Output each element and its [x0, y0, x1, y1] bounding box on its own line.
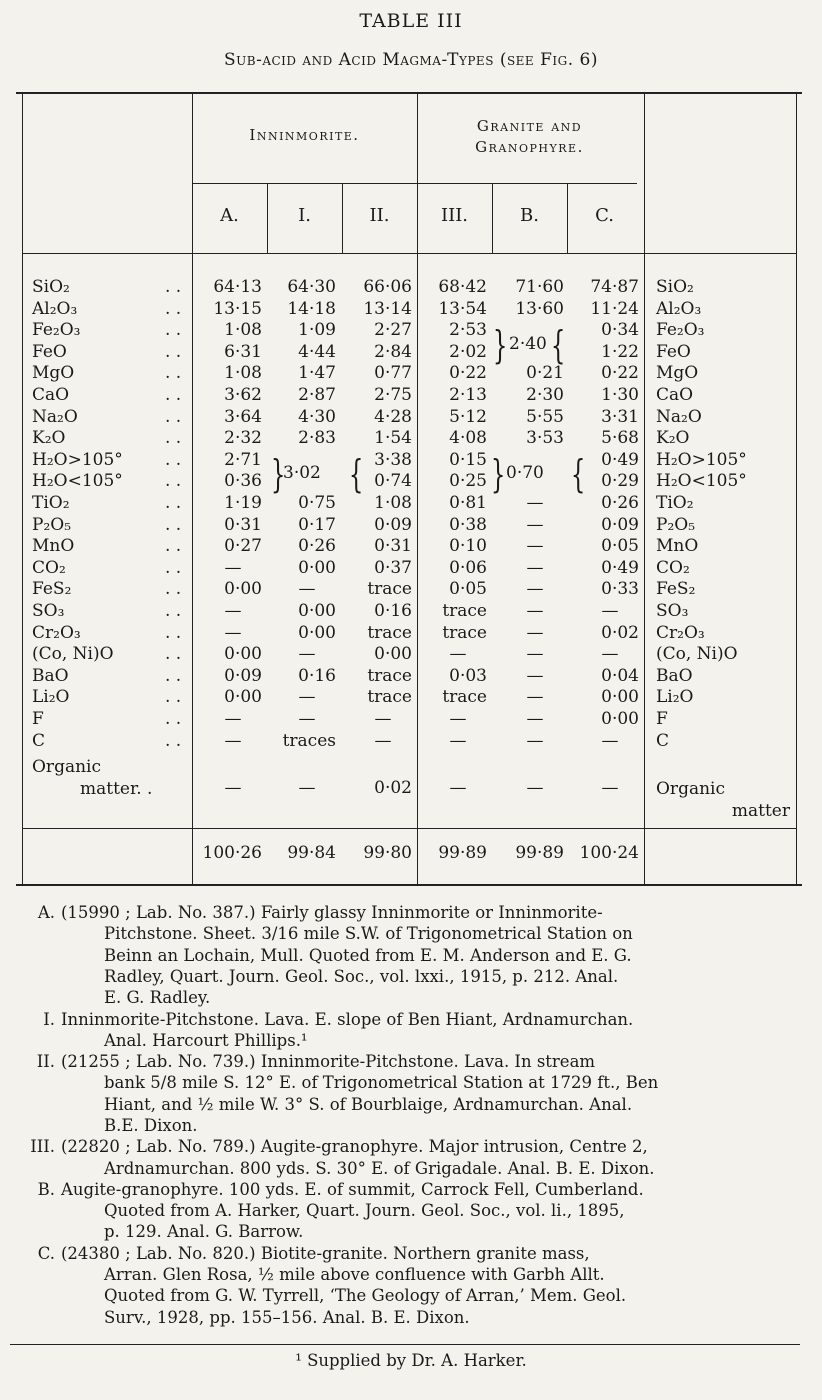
row-label	[32, 493, 182, 515]
table-cell: 1·09	[298, 320, 336, 341]
table-cell: —	[224, 730, 242, 751]
row-label-text: BaO	[32, 665, 69, 686]
leader-dots: . .	[165, 644, 182, 665]
footnote: ¹ Supplied by Dr. A. Harker.	[295, 1351, 527, 1370]
table-cell: 1·08	[224, 363, 262, 384]
row-label	[32, 320, 182, 342]
table-cell: 2·02	[449, 341, 487, 362]
brace-right: }	[492, 323, 508, 367]
row-label-text: K₂O	[32, 428, 66, 449]
column-header-a: A.	[220, 205, 239, 226]
row-label-right: F	[656, 709, 668, 729]
leader-dots: . .	[165, 622, 182, 643]
table-cell: trace	[442, 601, 487, 621]
leader-dots: . .	[165, 298, 182, 319]
row-label-text: (Co, Ni)O	[32, 644, 114, 665]
table-cell: 1·22	[601, 341, 639, 362]
leader-dots: . .	[165, 385, 182, 405]
sample-note-line: Ardnamurchan. 800 yds. S. 30° E. of Grigadale. Anal. B. E. Dixon.	[104, 1158, 655, 1178]
table-cell: 2·53	[449, 320, 487, 341]
leader-dots: . .	[165, 687, 182, 708]
row-label	[32, 299, 182, 321]
row-label-text: H₂O>105°	[32, 449, 123, 470]
table-cell: —	[374, 709, 392, 729]
row-label	[32, 471, 182, 493]
table-cell: —	[224, 557, 242, 578]
table-cell: —	[526, 493, 544, 513]
table-cell: —	[601, 601, 619, 621]
leader-dots: . .	[165, 320, 182, 341]
table-cell: 0·00	[224, 644, 262, 665]
table-cell: 0·22	[601, 363, 639, 384]
table-cell: 0·34	[601, 320, 639, 341]
table-cell: 0·17	[298, 514, 336, 535]
table-cell: 0·38	[449, 514, 487, 535]
table-cell: 1·30	[601, 385, 639, 405]
sample-note-line: Arran. Glen Rosa, ½ mile above confluence with Garbh Allt.	[104, 1265, 605, 1285]
column-header-iii: III.	[440, 205, 469, 226]
leader-dots: . .	[165, 536, 182, 557]
table-cell: —	[374, 730, 392, 751]
table-cell: 13·14	[363, 298, 412, 319]
merged-value-b-water: 0·70	[506, 463, 544, 483]
row-label	[32, 450, 182, 472]
row-label-right: FeO	[656, 341, 691, 362]
row-label-right: H₂O>105°	[656, 449, 747, 470]
table-cell: 0·00	[298, 622, 336, 643]
table-cell: —	[526, 730, 544, 751]
sample-note-line: p. 129. Anal. G. Barrow.	[104, 1222, 304, 1242]
table-cell: 3·38	[374, 449, 412, 470]
row-label-text: Cr₂O₃	[32, 622, 81, 643]
row-label-right: Na₂O	[656, 406, 702, 427]
table-cell: 0·16	[374, 601, 412, 621]
row-label	[32, 601, 182, 623]
table-cell: 0·05	[449, 579, 487, 600]
row-label-organic-right-line2: matter	[731, 801, 790, 821]
sample-note-line: E. G. Radley.	[104, 988, 211, 1008]
total-cell: 99·89	[515, 843, 564, 863]
table-cell: 0·09	[374, 514, 412, 535]
row-label-organic-right-line1: Organic	[656, 779, 725, 799]
sample-note-line: Inninmorite-Pitchstone. Lava. E. slope of Ben Hiant, Ardnamurchan.	[61, 1009, 634, 1029]
table-cell: 0·74	[374, 471, 412, 492]
sample-note-key: III.	[30, 1137, 55, 1157]
leader-dots: . .	[165, 277, 182, 297]
row-label-right: MgO	[656, 363, 699, 384]
row-label-right: K₂O	[656, 428, 690, 449]
group-header-granite-line1: Granite and	[476, 117, 583, 135]
total-cell: 99·84	[287, 843, 336, 863]
row-label-right: SiO₂	[656, 277, 694, 297]
leader-dots: . .	[165, 601, 182, 621]
table-cell: 3·62	[224, 385, 262, 405]
sample-note-line: Radley, Quart. Journ. Geol. Soc., vol. lxxi., 1915, p. 212. Anal.	[104, 966, 619, 986]
table-cell: —	[449, 644, 467, 665]
row-label-text: FeS₂	[32, 579, 72, 600]
row-label-right: P₂O₅	[656, 514, 696, 535]
table-cell: trace	[367, 622, 412, 643]
leader-dots: . .	[165, 363, 182, 384]
table-cell: —	[526, 644, 544, 665]
table-cell: 2·75	[374, 385, 412, 405]
row-label-right: (Co, Ni)O	[656, 644, 738, 665]
total-cell: 99·80	[363, 843, 412, 863]
row-label	[32, 666, 182, 688]
row-label-text: SO₃	[32, 601, 65, 621]
table-cell: 13·15	[213, 298, 262, 319]
row-label	[32, 515, 182, 537]
group-header-rule	[192, 183, 417, 184]
row-label	[32, 277, 182, 299]
table-cell: trace	[367, 687, 412, 708]
sample-note-key: B.	[37, 1179, 55, 1199]
table-cell: —	[601, 778, 619, 798]
brace-left: {	[550, 323, 566, 367]
row-label	[32, 558, 182, 580]
sample-note-key: II.	[36, 1052, 55, 1072]
row-label-right: C	[656, 730, 670, 751]
table-cell: —	[526, 579, 544, 600]
row-label-right: MnO	[656, 536, 699, 557]
sample-note-line: Beinn an Lochain, Mull. Quoted from E. M. Anderson and E. G.	[104, 945, 632, 965]
table-cell: 1·19	[224, 493, 262, 513]
sample-note-key: A.	[37, 903, 55, 922]
leader-dots: . .	[165, 471, 182, 492]
row-label	[32, 342, 182, 364]
table-cell: 2·27	[374, 320, 412, 341]
total-cell: 100·26	[202, 843, 262, 863]
table-cell: 0·27	[224, 536, 262, 557]
table-cell: 2·71	[224, 449, 262, 470]
table-cell: 2·30	[526, 385, 564, 405]
table-cell: 0·81	[449, 493, 487, 513]
table-cell: —	[449, 709, 467, 729]
table-subtitle: Sub-acid and Acid Magma-Types (see Fig. 6)	[224, 50, 598, 70]
table-cell: trace	[367, 579, 412, 600]
row-label-right: Al₂O₃	[656, 298, 702, 319]
table-cell: 0·26	[601, 493, 639, 513]
table-cell: 2·83	[298, 428, 336, 449]
leader-dots: . .	[165, 514, 182, 535]
table-cell: —	[298, 644, 316, 665]
merged-value-b-iron: 2·40	[509, 334, 547, 354]
row-label-text: MnO	[32, 536, 75, 557]
row-label-right: Li₂O	[656, 687, 694, 708]
row-label-right: TiO₂	[656, 493, 694, 513]
total-cell: 100·24	[579, 843, 639, 863]
row-label-right: CaO	[656, 385, 694, 405]
brace-left: {	[570, 452, 586, 496]
row-label-text: C	[32, 730, 46, 751]
sample-note-line: Anal. Harcourt Phillips.¹	[104, 1030, 308, 1050]
table-cell: trace	[442, 687, 487, 708]
table-cell: 0·03	[449, 665, 487, 686]
row-label-text: Li₂O	[32, 687, 70, 708]
table-cell: 0·02	[601, 622, 639, 643]
row-label-organic-line2: matter. .	[80, 779, 153, 799]
row-label-text: SiO₂	[32, 277, 70, 297]
sample-note-line: (22820 ; Lab. No. 789.) Augite-granophyre. Major intrusion, Centre 2,	[61, 1137, 648, 1157]
column-divider	[796, 94, 797, 884]
table-cell: —	[526, 622, 544, 643]
table-cell: 0·77	[374, 363, 412, 384]
table-cell: 0·00	[601, 709, 639, 729]
table-cell: traces	[282, 730, 336, 751]
table-cell: 4·30	[298, 406, 336, 427]
table-cell: 66·06	[363, 277, 412, 297]
brace-right: }	[270, 452, 286, 496]
table-cell: —	[298, 579, 316, 600]
table-cell: —	[526, 778, 544, 798]
row-label	[32, 407, 182, 429]
table-cell: —	[601, 730, 619, 751]
table-cell: 2·84	[374, 341, 412, 362]
row-label	[32, 731, 182, 753]
row-label-organic-line1: Organic	[32, 757, 101, 777]
row-label-text: F	[32, 709, 44, 729]
leader-dots: . .	[165, 449, 182, 470]
table-cell: 0·25	[449, 471, 487, 492]
sample-note-line: Augite-granophyre. 100 yds. E. of summit, Carrock Fell, Cumberland.	[61, 1179, 644, 1199]
table-cell: 0·06	[449, 557, 487, 578]
row-label-text: FeO	[32, 341, 67, 362]
leader-dots: . .	[165, 665, 182, 686]
table-cell: —	[224, 778, 242, 798]
table-cell: —	[298, 778, 316, 798]
row-label-text: MgO	[32, 363, 75, 384]
column-header-b: B.	[520, 205, 539, 226]
column-header-c: C.	[595, 205, 614, 226]
sample-note-line: (15990 ; Lab. No. 387.) Fairly glassy Inninmorite or Inninmorite-	[61, 903, 603, 922]
row-label	[32, 363, 182, 385]
group-header-granite	[417, 116, 642, 158]
table-cell: 4·28	[374, 406, 412, 427]
table-cell: 68·42	[438, 277, 487, 297]
row-label	[32, 687, 182, 709]
row-label	[32, 428, 182, 450]
table-cell: 74·87	[590, 277, 639, 297]
table-cell: 14·18	[287, 298, 336, 319]
sample-note-line: B.E. Dixon.	[104, 1115, 198, 1135]
brace-left: {	[348, 452, 364, 496]
row-label-organic-right	[656, 778, 790, 822]
sample-note-line: Quoted from A. Harker, Quart. Journ. Geol. Soc., vol. li., 1895,	[104, 1201, 625, 1221]
table-cell: —	[526, 665, 544, 686]
column-divider	[644, 94, 645, 884]
table-cell: —	[449, 730, 467, 751]
table-cell: 0·16	[298, 665, 336, 686]
table-cell: 0·31	[224, 514, 262, 535]
table-cell: 3·31	[601, 406, 639, 427]
table-cell: 0·26	[298, 536, 336, 557]
table-cell: 6·31	[224, 341, 262, 362]
column-divider	[22, 94, 23, 884]
row-label-text: TiO₂	[32, 493, 70, 513]
table-cell: 13·60	[515, 298, 564, 319]
sample-note-key: I.	[43, 1009, 55, 1029]
table-cell: —	[526, 709, 544, 729]
row-label-right: H₂O<105°	[656, 471, 747, 492]
table-cell: —	[298, 687, 316, 708]
table-cell: 13·54	[438, 298, 487, 319]
table-cell: —	[526, 557, 544, 578]
row-label-text: H₂O<105°	[32, 471, 123, 492]
table-cell: 0·05	[601, 536, 639, 557]
sample-note-line: Quoted from G. W. Tyrrell, ‘The Geology of Arran,’ Mem. Geol.	[104, 1286, 627, 1306]
table-cell: 0·00	[224, 687, 262, 708]
table-cell: 0·00	[374, 644, 412, 665]
table-cell: 64·13	[213, 277, 262, 297]
row-label	[32, 579, 182, 601]
header-bottom-rule	[22, 253, 796, 254]
table-cell: 0·00	[298, 601, 336, 621]
footnote-rule	[10, 1344, 800, 1345]
table-cell: —	[298, 709, 316, 729]
table-cell: 0·75	[298, 493, 336, 513]
table-cell: —	[526, 687, 544, 708]
table-cell: trace	[442, 622, 487, 643]
table-cell: 2·32	[224, 428, 262, 449]
table-cell: 5·12	[449, 406, 487, 427]
group-header-granite-line2: Granophyre.	[475, 138, 584, 156]
table-cell: 1·08	[224, 320, 262, 341]
row-label-text: Na₂O	[32, 406, 78, 427]
sample-note-line: Surv., 1928, pp. 155–156. Anal. B. E. Dixon.	[104, 1307, 470, 1327]
row-label-right: FeS₂	[656, 579, 696, 600]
brace-right: }	[490, 452, 506, 496]
totals-top-rule	[22, 828, 796, 829]
table-cell: 4·44	[298, 341, 336, 362]
sample-note-line: Hiant, and ½ mile W. 3° S. of Bourblaige, Ardnamurchan. Anal.	[104, 1094, 633, 1114]
table-cell: 0·36	[224, 471, 262, 492]
row-label-organic	[32, 756, 152, 800]
table-top-rule	[16, 92, 802, 94]
table-cell: —	[526, 514, 544, 535]
table-cell: 0·49	[601, 449, 639, 470]
row-label	[32, 709, 182, 731]
total-cell: 99·89	[438, 843, 487, 863]
table-cell: trace	[367, 665, 412, 686]
row-label-text: CaO	[32, 385, 70, 405]
row-label-right: SO₃	[656, 601, 689, 621]
table-title: TABLE III	[359, 10, 463, 32]
table-cell: 2·13	[449, 385, 487, 405]
row-label	[32, 536, 182, 558]
table-cell: 0·33	[601, 579, 639, 600]
table-cell: 2·87	[298, 385, 336, 405]
sample-note-line: bank 5/8 mile S. 12° E. of Trigonometrical Station at 1729 ft., Ben	[104, 1073, 659, 1093]
sample-note-key: C.	[37, 1243, 55, 1263]
table-cell: 0·00	[298, 557, 336, 578]
table-cell: —	[224, 709, 242, 729]
table-cell: 71·60	[515, 277, 564, 297]
table-cell: 0·37	[374, 557, 412, 578]
row-label-text: Al₂O₃	[32, 298, 78, 319]
group-header-inninmorite: Inninmorite.	[249, 126, 360, 144]
sample-note-line: (21255 ; Lab. No. 739.) Inninmorite-Pitchstone. Lava. In stream	[61, 1052, 596, 1072]
table-cell: 4·08	[449, 428, 487, 449]
table-cell: 0·00	[224, 579, 262, 600]
table-cell: 0·15	[449, 449, 487, 470]
table-cell: 0·04	[601, 665, 639, 686]
row-label	[32, 623, 182, 645]
table-cell: 11·24	[590, 298, 639, 319]
row-label-text: P₂O₅	[32, 514, 72, 535]
table-cell: 1·54	[374, 428, 412, 449]
row-label-right: BaO	[656, 665, 693, 686]
table-cell: 0·29	[601, 471, 639, 492]
column-header-ii: II.	[369, 205, 390, 226]
row-label-right: Cr₂O₃	[656, 622, 705, 643]
leader-dots: . .	[165, 341, 182, 362]
column-header-i: I.	[298, 205, 311, 226]
row-label	[32, 385, 182, 407]
row-label-right: CO₂	[656, 557, 690, 578]
row-label-right: Fe₂O₃	[656, 320, 705, 341]
table-cell: 0·09	[224, 665, 262, 686]
leader-dots: . .	[165, 730, 182, 751]
leader-dots: . .	[165, 406, 182, 427]
table-cell: 0·09	[601, 514, 639, 535]
sample-note-line: (24380 ; Lab. No. 820.) Biotite-granite. Northern granite mass,	[61, 1243, 590, 1263]
leader-dots: . .	[165, 493, 182, 513]
table-cell: —	[601, 644, 619, 665]
table-cell: —	[526, 536, 544, 557]
table-cell: —	[224, 622, 242, 643]
table-cell: 3·64	[224, 406, 262, 427]
table-cell: 5·55	[526, 406, 564, 427]
leader-dots: . .	[165, 428, 182, 449]
table-cell: 0·21	[526, 363, 564, 384]
table-cell: 0·31	[374, 536, 412, 557]
table-cell: 0·10	[449, 536, 487, 557]
leader-dots: . .	[165, 709, 182, 729]
group-header-rule	[417, 183, 637, 184]
table-cell: —	[526, 601, 544, 621]
row-label-text: CO₂	[32, 557, 66, 578]
row-label-text: Fe₂O₃	[32, 320, 81, 341]
table-cell: 5·68	[601, 428, 639, 449]
table-bottom-rule	[16, 884, 802, 886]
table-cell: 0·22	[449, 363, 487, 384]
table-cell: 0·02	[374, 778, 412, 798]
table-cell: —	[224, 601, 242, 621]
merged-value-i-water: 3·02	[283, 463, 321, 483]
table-cell: 0·49	[601, 557, 639, 578]
table-cell: 1·08	[374, 493, 412, 513]
row-label	[32, 644, 182, 666]
leader-dots: . .	[165, 557, 182, 578]
table-cell: 1·47	[298, 363, 336, 384]
table-cell: 0·00	[601, 687, 639, 708]
sample-note-line: Pitchstone. Sheet. 3/16 mile S.W. of Trigonometrical Station on	[104, 924, 633, 944]
leader-dots: . .	[165, 579, 182, 600]
table-cell: 64·30	[287, 277, 336, 297]
table-cell: —	[449, 778, 467, 798]
table-cell: 3·53	[526, 428, 564, 449]
